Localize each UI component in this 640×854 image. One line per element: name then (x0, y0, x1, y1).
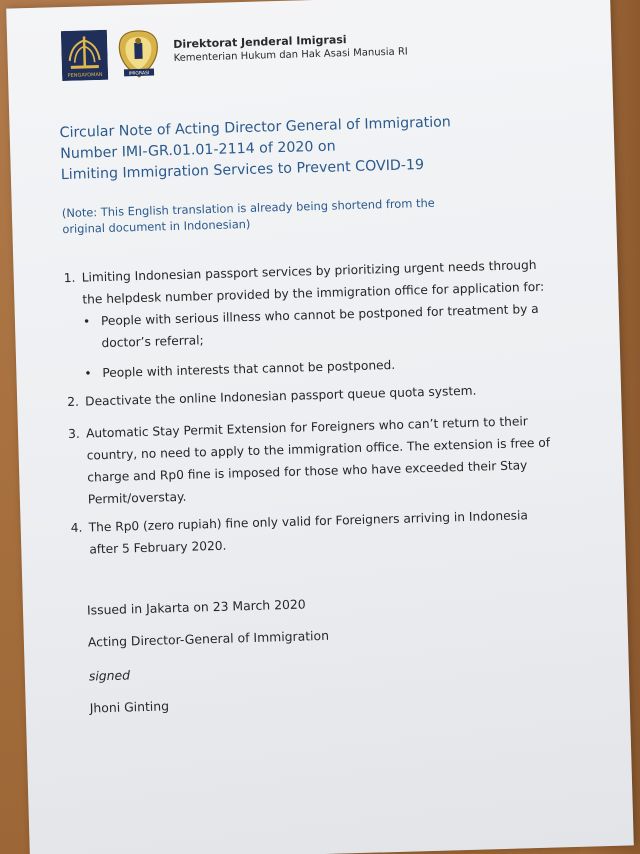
letterhead (61, 19, 482, 87)
bullet-line: People with serious illness who cannot be postponed for treatment by a (100, 301, 539, 329)
pengayoman-logo (61, 30, 108, 81)
item-number: 2. (67, 394, 80, 410)
letterhead-text (173, 31, 408, 64)
item-line: Limiting Indonesian passport services by prioritizing urgent needs through (81, 257, 537, 285)
item-line: the helpdesk number provided by the immigration office for application for: (82, 279, 545, 307)
item-line: The Rp0 (zero rupiah) fine only valid for Foreigners arriving in Indonesia (88, 508, 529, 535)
item-number: 3. (67, 426, 80, 442)
issued-place-date: Issued in Jakarta on 23 March 2020 (86, 596, 306, 618)
item-number: 4. (70, 520, 83, 535)
logo-left-label: PENGAYOMAN (67, 71, 103, 79)
note-line-1: (Note: This English translation is already being shortend from the (61, 195, 435, 221)
document-page (6, 0, 634, 854)
item-line: Deactivate the online Indonesian passport queue quota system. (85, 383, 477, 409)
org-ministry: Kementerian Hukum dan Hak Asasi Manusia RI (173, 46, 408, 64)
bullet-dot: • (84, 366, 92, 381)
list-item (63, 253, 583, 307)
bullet-line: doctor’s referral; (101, 333, 204, 351)
signed-mark: signed (88, 667, 131, 684)
title-line-3: Limiting Immigration Services to Prevent COVID-19 (60, 156, 425, 184)
note-line-2: original document in Indonesian) (62, 216, 251, 237)
item-line: Automatic Stay Permit Extension for Foreigners who can’t return to their (85, 414, 528, 441)
item-line: country, no need to apply to the immigration office. The extension is free of (86, 435, 551, 463)
imigrasi-emblem (115, 28, 162, 79)
document-title (59, 109, 581, 186)
signatory-name: Jhoni Ginting (89, 698, 170, 716)
title-line-2: Number IMI-GR.01.01-2114 of 2020 on (60, 138, 336, 163)
org-name: Direktorat Jenderal Imigrasi (173, 33, 347, 51)
title-line-1: Circular Note of Acting Director General of Immigration (59, 114, 452, 142)
item-line: charge and Rp0 fine is imposed for those who have exceeded their Stay (87, 458, 528, 485)
translation-note (62, 191, 583, 238)
signatory-position: Acting Director-General of Immigration (87, 627, 330, 650)
bullet-dot: • (82, 314, 91, 329)
item-line: Permit/overstay. (87, 489, 187, 507)
item-number: 1. (63, 270, 76, 286)
bullet-line: People with interests that cannot be postponed. (102, 357, 396, 381)
item-line: after 5 February 2020. (89, 538, 227, 557)
logo-right-label: IMIGRASI (128, 71, 150, 77)
